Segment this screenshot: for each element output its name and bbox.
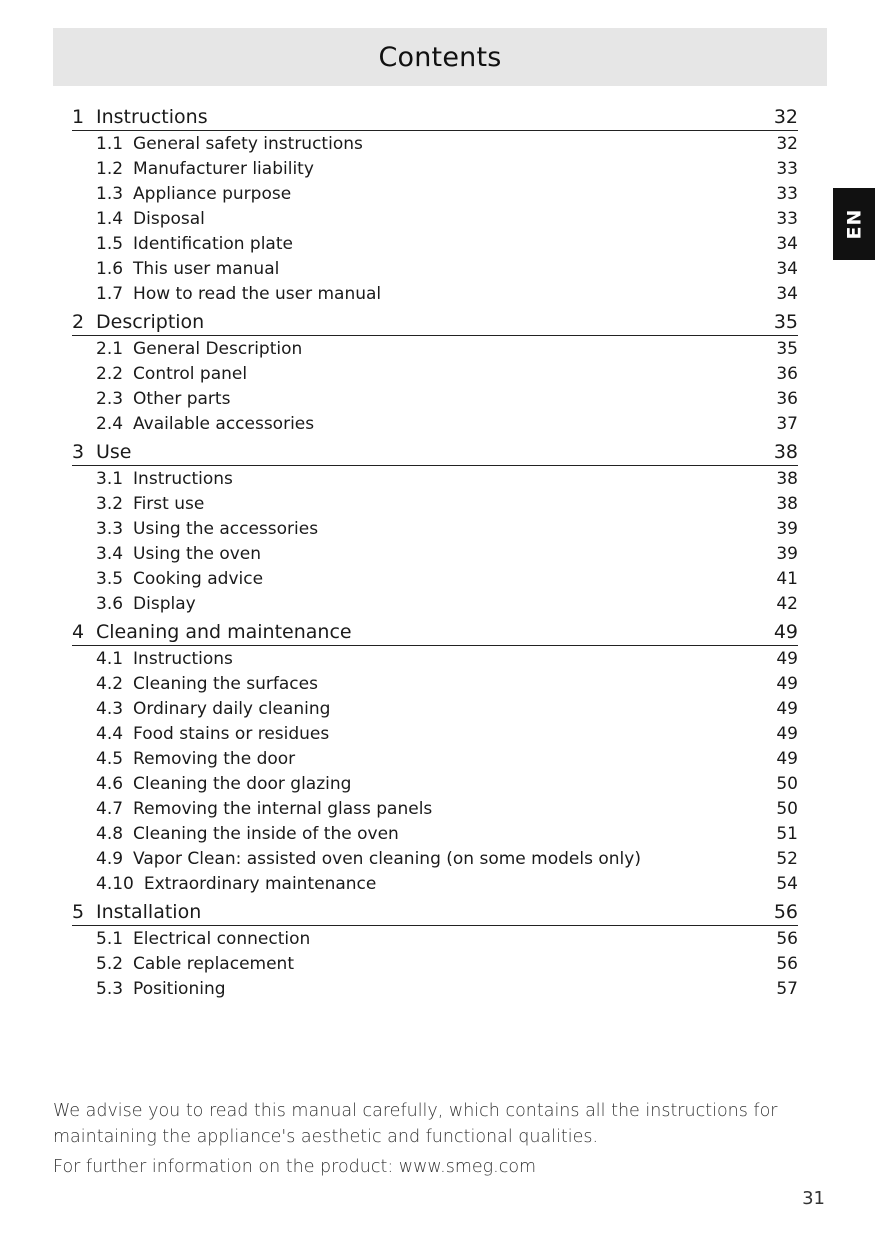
entry-page: 35 bbox=[776, 338, 798, 359]
entry-page: 49 bbox=[776, 723, 798, 744]
entry-number: 1.2 bbox=[96, 158, 124, 179]
entry-number: 1.5 bbox=[96, 233, 124, 254]
section-number: 3 bbox=[72, 441, 85, 463]
footer-note bbox=[53, 1098, 813, 1180]
toc-entry[interactable] bbox=[72, 796, 798, 821]
entry-title: How to read the user manual bbox=[133, 283, 382, 304]
entry-number: 4.10 bbox=[96, 873, 134, 894]
section-title: Use bbox=[96, 441, 132, 463]
entry-page: 56 bbox=[776, 928, 798, 949]
toc-entry[interactable] bbox=[72, 951, 798, 976]
entry-number: 5.3 bbox=[96, 978, 124, 999]
toc-entry[interactable] bbox=[72, 516, 798, 541]
entry-page: 39 bbox=[776, 518, 798, 539]
entry-number: 4.9 bbox=[96, 848, 124, 869]
entry-page: 39 bbox=[776, 543, 798, 564]
toc-entry[interactable] bbox=[72, 386, 798, 411]
entry-page: 50 bbox=[776, 798, 798, 819]
section-title: Description bbox=[96, 311, 205, 333]
section-title: Installation bbox=[96, 901, 202, 923]
entry-page: 54 bbox=[776, 873, 798, 894]
entry-number: 4.2 bbox=[96, 673, 124, 694]
entry-title: Appliance purpose bbox=[133, 183, 292, 204]
section-number: 1 bbox=[72, 106, 85, 128]
entry-number: 1.7 bbox=[96, 283, 124, 304]
toc-entry[interactable] bbox=[72, 696, 798, 721]
entry-page: 56 bbox=[776, 953, 798, 974]
entry-page: 51 bbox=[776, 823, 798, 844]
entry-page: 33 bbox=[776, 158, 798, 179]
toc-entry[interactable] bbox=[72, 746, 798, 771]
entry-number: 3.5 bbox=[96, 568, 124, 589]
toc-entry[interactable] bbox=[72, 591, 798, 616]
entry-title: Instructions bbox=[133, 468, 233, 489]
section-number: 5 bbox=[72, 901, 85, 923]
section-page: 49 bbox=[773, 621, 798, 643]
entry-title: Extraordinary maintenance bbox=[143, 873, 377, 894]
entry-title: Food stains or residues bbox=[133, 723, 330, 744]
toc-entry[interactable] bbox=[72, 336, 798, 361]
entry-number: 2.3 bbox=[96, 388, 124, 409]
entry-title: General safety instructions bbox=[133, 133, 363, 154]
entry-number: 2.4 bbox=[96, 413, 124, 434]
entry-page: 38 bbox=[776, 468, 798, 489]
section-page: 32 bbox=[773, 106, 798, 128]
entry-page: 41 bbox=[776, 568, 798, 589]
entry-page: 50 bbox=[776, 773, 798, 794]
entry-page: 33 bbox=[776, 208, 798, 229]
toc-entry[interactable] bbox=[72, 491, 798, 516]
entry-page: 57 bbox=[776, 978, 798, 999]
entry-number: 4.8 bbox=[96, 823, 124, 844]
entry-number: 1.4 bbox=[96, 208, 124, 229]
entry-title: Disposal bbox=[133, 208, 205, 229]
toc-entry[interactable] bbox=[72, 206, 798, 231]
section-page: 56 bbox=[773, 901, 798, 923]
toc-entry[interactable] bbox=[72, 566, 798, 591]
entry-number: 4.7 bbox=[96, 798, 124, 819]
entry-number: 5.1 bbox=[96, 928, 124, 949]
page-title: Contents bbox=[378, 41, 502, 73]
entry-title: Electrical connection bbox=[133, 928, 311, 949]
entry-number: 3.2 bbox=[96, 493, 124, 514]
entry-number: 4.3 bbox=[96, 698, 124, 719]
entry-title: Available accessories bbox=[133, 413, 315, 434]
entry-title: General Description bbox=[133, 338, 303, 359]
entry-page: 32 bbox=[776, 133, 798, 154]
entry-page: 38 bbox=[776, 493, 798, 514]
toc-entry[interactable] bbox=[72, 926, 798, 951]
entry-number: 1.1 bbox=[96, 133, 124, 154]
entry-number: 4.4 bbox=[96, 723, 124, 744]
entry-page: 34 bbox=[776, 283, 798, 304]
entry-title: This user manual bbox=[133, 258, 280, 279]
entry-title: Display bbox=[133, 593, 196, 614]
entry-page: 49 bbox=[776, 648, 798, 669]
entry-title: Cable replacement bbox=[133, 953, 294, 974]
entry-page: 49 bbox=[776, 698, 798, 719]
entry-number: 3.1 bbox=[96, 468, 124, 489]
toc-entry[interactable] bbox=[72, 231, 798, 256]
entry-title: Identification plate bbox=[133, 233, 293, 254]
toc-entry[interactable] bbox=[72, 646, 798, 671]
entry-number: 3.3 bbox=[96, 518, 124, 539]
entry-number: 2.1 bbox=[96, 338, 124, 359]
entry-page: 36 bbox=[776, 363, 798, 384]
toc-entry[interactable] bbox=[72, 361, 798, 386]
toc-entry[interactable] bbox=[72, 156, 798, 181]
toc-entry[interactable] bbox=[72, 281, 798, 306]
toc-entry[interactable] bbox=[72, 846, 798, 871]
toc-section-5[interactable] bbox=[72, 896, 798, 926]
entry-page: 42 bbox=[776, 593, 798, 614]
table-of-contents bbox=[72, 101, 798, 1001]
entry-number: 4.5 bbox=[96, 748, 124, 769]
toc-entry[interactable] bbox=[72, 871, 798, 896]
toc-entry[interactable] bbox=[72, 181, 798, 206]
entry-title: Using the accessories bbox=[133, 518, 319, 539]
entry-title: Cooking advice bbox=[133, 568, 264, 589]
footer-info: For further information on the product: www.smeg.com bbox=[53, 1157, 537, 1177]
toc-entry[interactable] bbox=[72, 771, 798, 796]
entry-title: Instructions bbox=[133, 648, 233, 669]
entry-number: 5.2 bbox=[96, 953, 124, 974]
entry-title: Removing the door bbox=[133, 748, 296, 769]
entry-page: 52 bbox=[776, 848, 798, 869]
entry-number: 1.6 bbox=[96, 258, 124, 279]
toc-entry[interactable] bbox=[72, 411, 798, 436]
entry-title: Vapor Clean: assisted oven cleaning (on some models only) bbox=[133, 848, 641, 869]
entry-number: 4.6 bbox=[96, 773, 124, 794]
entry-title: Positioning bbox=[133, 978, 226, 999]
entry-title: Using the oven bbox=[133, 543, 262, 564]
entry-title: Removing the internal glass panels bbox=[133, 798, 433, 819]
section-number: 2 bbox=[72, 311, 85, 333]
footer-advice: We advise you to read this manual carefully, which contains all the instructions for maintaining the appliance's aesthetic and functional qualities. bbox=[53, 1101, 778, 1147]
entry-number: 3.6 bbox=[96, 593, 124, 614]
toc-entry[interactable] bbox=[72, 466, 798, 491]
page-number: 31 bbox=[802, 1188, 825, 1209]
entry-number: 2.2 bbox=[96, 363, 124, 384]
toc-entry[interactable] bbox=[72, 131, 798, 156]
language-tab bbox=[833, 188, 875, 260]
contents-header bbox=[53, 28, 827, 86]
toc-section-1[interactable] bbox=[72, 101, 798, 131]
entry-number: 1.3 bbox=[96, 183, 124, 204]
entry-page: 49 bbox=[776, 748, 798, 769]
toc-entry[interactable] bbox=[72, 256, 798, 281]
entry-title: Cleaning the surfaces bbox=[133, 673, 318, 694]
entry-title: Ordinary daily cleaning bbox=[133, 698, 331, 719]
toc-entry[interactable] bbox=[72, 721, 798, 746]
toc-entry[interactable] bbox=[72, 541, 798, 566]
toc-entry[interactable] bbox=[72, 671, 798, 696]
entry-page: 36 bbox=[776, 388, 798, 409]
toc-section-4[interactable] bbox=[72, 616, 798, 646]
entry-page: 34 bbox=[776, 258, 798, 279]
entry-title: Cleaning the inside of the oven bbox=[133, 823, 399, 844]
section-title: Cleaning and maintenance bbox=[96, 621, 352, 643]
section-page: 38 bbox=[773, 441, 798, 463]
toc-entry[interactable] bbox=[72, 976, 798, 1001]
toc-section-2[interactable] bbox=[72, 306, 798, 336]
entry-page: 34 bbox=[776, 233, 798, 254]
entry-number: 3.4 bbox=[96, 543, 124, 564]
entry-title: Other parts bbox=[133, 388, 231, 409]
entry-title: Cleaning the door glazing bbox=[133, 773, 352, 794]
entry-title: First use bbox=[133, 493, 205, 514]
entry-page: 37 bbox=[776, 413, 798, 434]
entry-page: 49 bbox=[776, 673, 798, 694]
language-tab-label: EN bbox=[842, 208, 865, 240]
section-title: Instructions bbox=[96, 106, 208, 128]
entry-page: 33 bbox=[776, 183, 798, 204]
entry-number: 4.1 bbox=[96, 648, 124, 669]
section-page: 35 bbox=[773, 311, 798, 333]
toc-section-3[interactable] bbox=[72, 436, 798, 466]
toc-entry[interactable] bbox=[72, 821, 798, 846]
section-number: 4 bbox=[72, 621, 85, 643]
entry-title: Control panel bbox=[133, 363, 248, 384]
entry-title: Manufacturer liability bbox=[133, 158, 314, 179]
